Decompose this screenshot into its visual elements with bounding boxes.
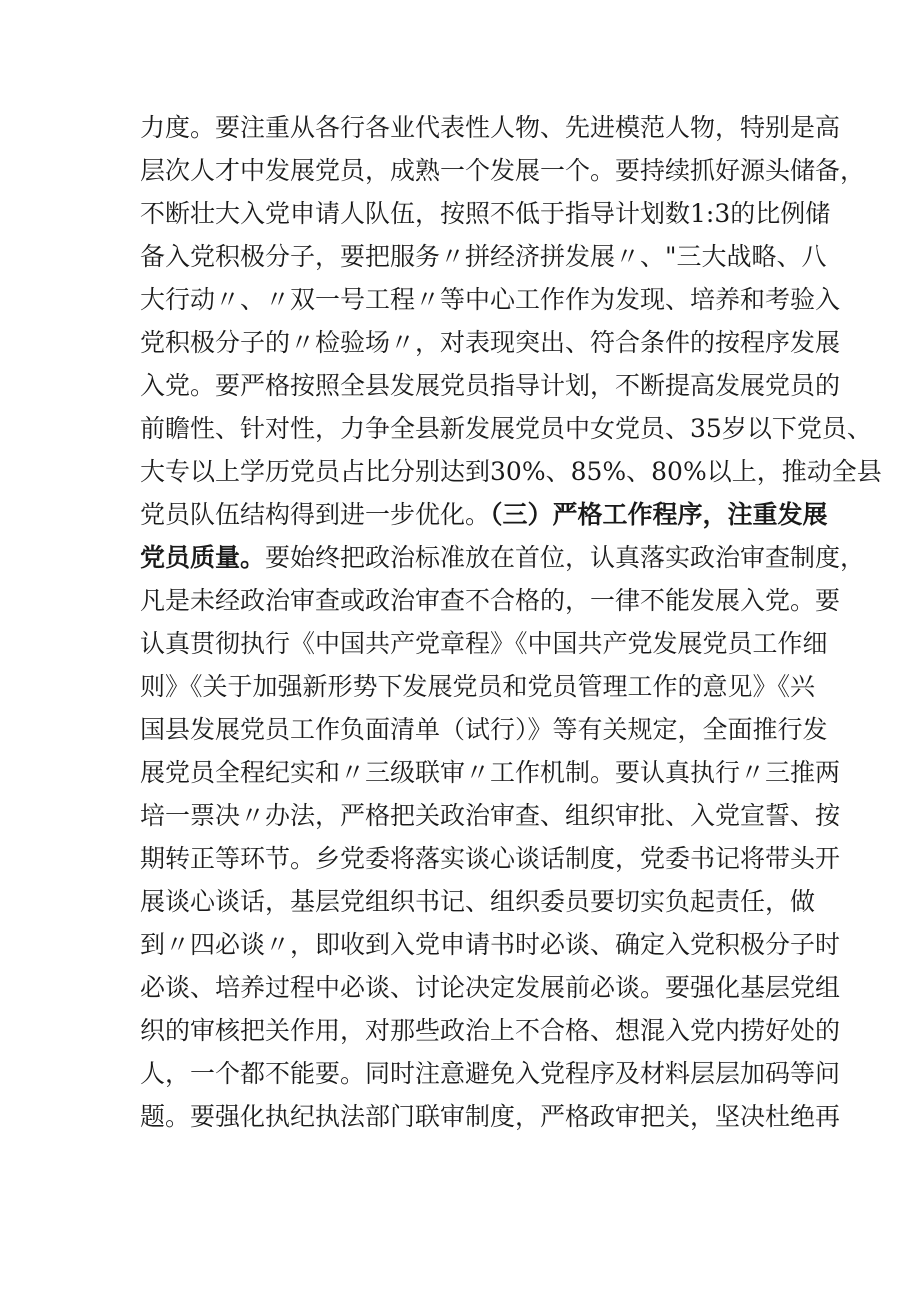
- text-line-8: 前瞻性、针对性，力争全县新发展党员中女党员、35岁以下党员、: [140, 414, 872, 443]
- text-line-19: 展谈心谈话，基层党组织书记、组织委员要切实负起责任，做: [140, 887, 816, 916]
- text-line-5: 大行动〃、〃双一号工程〃等中心工作作为发现、培养和考验入: [140, 285, 841, 314]
- text-line-7: 入党。要严格按照全县发展党员指导计划，不断提高发展党员的: [140, 371, 841, 400]
- text-line-11: [140, 538, 866, 578]
- text-line-13: 认真贯彻执行《中国共产党章程》《中国共产党发展党员工作细: [140, 629, 828, 658]
- text-line-23: 人，一个都不能要。同时注意避免入党程序及材料层层加码等问: [140, 1059, 841, 1088]
- text-line-10-normal: 党员队伍结构得到进一步优化。: [140, 500, 491, 529]
- section-heading-part-2: 党员质量。: [140, 543, 266, 572]
- text-line-4: 备入党积极分子，要把服务〃拼经济拼发展〃、"三大战略、八: [140, 242, 827, 271]
- text-line-9: 大专以上学历党员占比分别达到30%、85%、80%以上，推动全县: [140, 457, 882, 486]
- text-line-2: 层次人才中发展党员，成熟一个发展一个。要持续抓好源头储备，: [140, 156, 866, 185]
- text-line-1: 力度。要注重从各行各业代表性人物、先进模范人物，特别是高: [140, 113, 841, 142]
- text-line-22: 织的审核把关作用，对那些政治上不合格、想混入党内捞好处的: [140, 1016, 841, 1045]
- text-line-24: 题。要强化执纪执法部门联审制度，严格政审把关，坚决杜绝再: [140, 1102, 841, 1131]
- text-line-10: [140, 495, 828, 535]
- text-line-21: 必谈、培养过程中必谈、讨论决定发展前必谈。要强化基层党组: [140, 973, 841, 1002]
- text-line-12: 凡是未经政治审查或政治审查不合格的，一律不能发展入党。要: [140, 586, 841, 615]
- section-heading-part-1: （三）严格工作程序，注重发展: [490, 500, 828, 529]
- text-line-11-normal: 要始终把政治标准放在首位，认真落实政治审查制度，: [265, 543, 866, 572]
- text-line-14: 则》《关于加强新形势下发展党员和党员管理工作的意见》《兴: [140, 672, 816, 701]
- text-line-6: 党积极分子的〃检验场〃，对表现突出、符合条件的按程序发展: [140, 328, 841, 357]
- text-line-16: 展党员全程纪实和〃三级联审〃工作机制。要认真执行〃三推两: [140, 758, 841, 787]
- text-line-15: 国县发展党员工作负面清单（试行）》等有关规定，全面推行发: [140, 715, 828, 744]
- text-line-17: 培一票决〃办法，严格把关政治审查、组织审批、入党宣誓、按: [140, 801, 841, 830]
- text-line-3: 不断壮大入党申请人队伍，按照不低于指导计划数1:3的比例储: [140, 199, 831, 228]
- text-line-18: 期转正等环节。乡党委将落实谈心谈话制度，党委书记将带头开: [140, 844, 841, 873]
- text-line-20: 到〃四必谈〃，即收到入党申请书时必谈、确定入党积极分子时: [140, 930, 841, 959]
